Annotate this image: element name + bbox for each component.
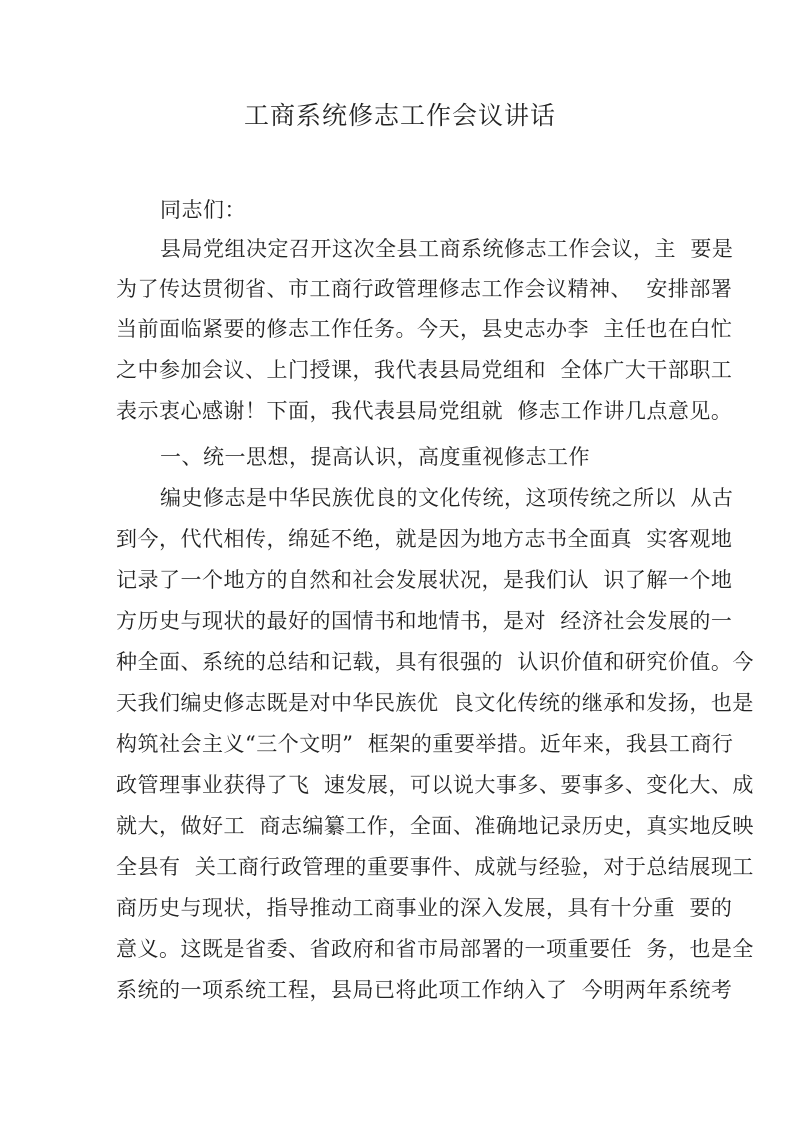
- paragraph-line: 县局党组决定召开这次全县工商系统修志工作会议，主 要是: [160, 237, 734, 261]
- paragraph-line: 系统的一项系统工程，县局已将此项工作纳入了 今明两年系统考: [116, 978, 733, 1002]
- paragraph-line: 种全面、系统的总结和记载，具有很强的 认识价值和研究价值。今: [116, 650, 754, 674]
- paragraph-line: 方历史与现状的最好的国情书和地情书，是对 经济社会发展的一: [116, 609, 733, 633]
- salutation: 同志们：: [160, 198, 246, 222]
- section-heading: 一、统一思想，提高认识，高度重视修志工作: [160, 445, 590, 469]
- paragraph-line: 表示衷心感谢！下面，我代表县局党组就 修志工作讲几点意见。: [116, 399, 733, 423]
- paragraph-line: 到今，代代相传，绵延不绝，就是因为地方志书全面真 实客观地: [116, 527, 733, 551]
- paragraph-line: 之中参加会议、上门授课，我代表县局党组和 全体广大干部职工: [116, 358, 733, 382]
- paragraph-line: 当前面临紧要的修志工作任务。今天，县史志办李 主任也在白忙: [116, 317, 733, 341]
- paragraph-line: 编史修志是中华民族优良的文化传统，这项传统之所以 从古: [160, 486, 734, 510]
- paragraph-line: 商历史与现状，指导推动工商事业的深入发展，具有十分重 要的: [116, 896, 733, 920]
- paragraph-line: 就大，做好工 商志编纂工作，全面、准确地记录历史，真实地反映: [116, 814, 754, 838]
- paragraph-line: 记录了一个地方的自然和社会发展状况，是我们认 识了解一个地: [116, 568, 733, 592]
- paragraph-line: 意义。这既是省委、省政府和省市局部署的一项重要任 务，也是全: [116, 937, 754, 961]
- paragraph-line: 为了传达贯彻省、市工商行政管理修志工作会议精神、 安排部署: [116, 277, 733, 301]
- paragraph-line: 构筑社会主义“三个文明” 框架的重要举措。近年来，我县工商行: [116, 732, 734, 756]
- paragraph-line: 全县有 关工商行政管理的重要事件、成就与经验，对于总结展现工: [116, 855, 754, 879]
- document-title: 工商系统修志工作会议讲话: [243, 101, 556, 130]
- paragraph-line: 天我们编史修志既是对中华民族优 良文化传统的继承和发扬，也是: [116, 691, 754, 715]
- paragraph-line: 政管理事业获得了飞 速发展，可以说大事多、要事多、变化大、成: [116, 773, 754, 797]
